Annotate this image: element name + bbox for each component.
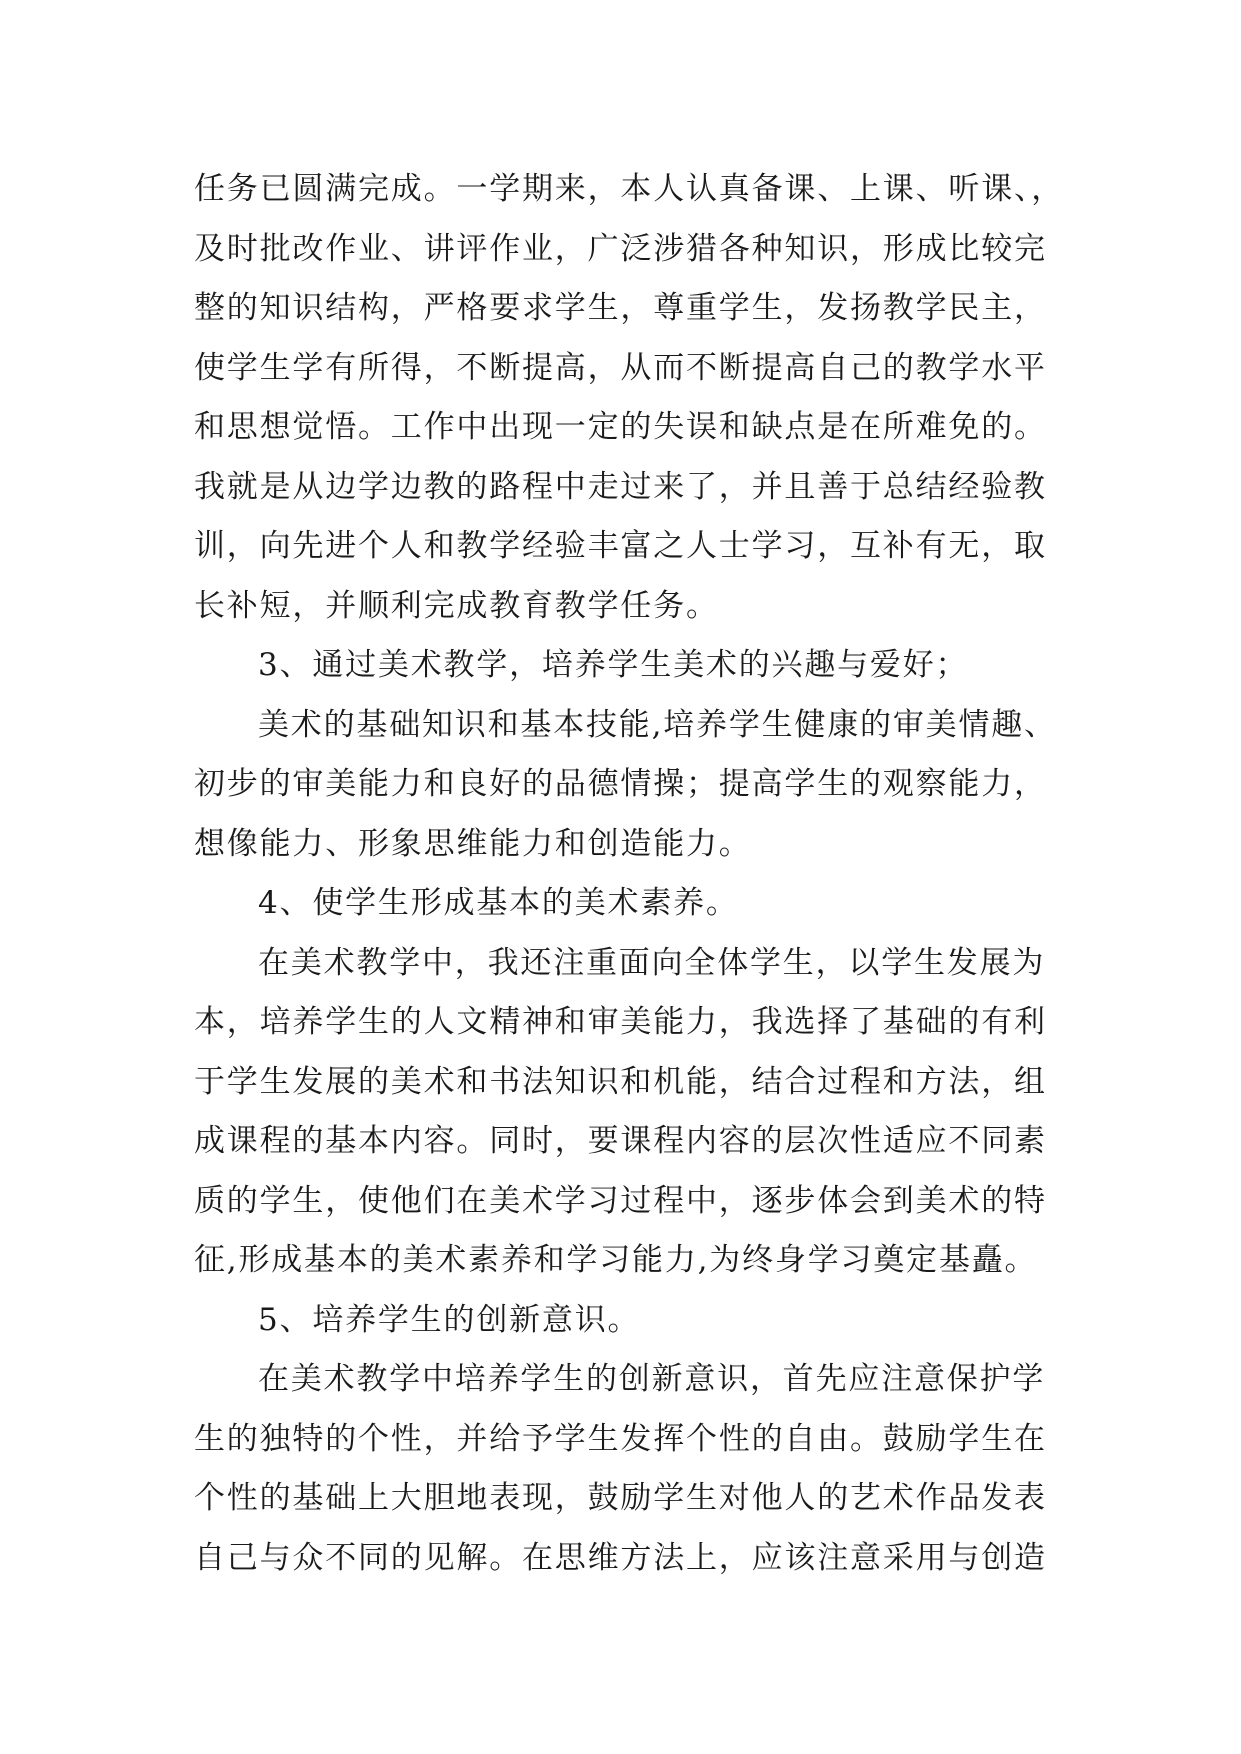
text-line-2: 及时批改作业、讲评作业，广泛涉猎各种知识，形成比较完 [194,230,1047,267]
text-line-10: 美术的基础知识和基本技能,培养学生健康的审美情趣、 [258,706,1057,743]
text-line-6: 我就是从边学边教的路程中走过来了，并且善于总结经验教 [194,468,1047,505]
text-line-18: 质的学生，使他们在美术学习过程中，逐步体会到美术的特 [194,1182,1047,1219]
text-line-16: 于学生发展的美术和书法知识和机能，结合过程和方法，组 [194,1063,1047,1100]
text-line-7: 训，向先进个人和教学经验丰富之人士学习，互补有无，取 [194,528,1047,564]
text-line-23: 个性的基础上大胆地表现，鼓励学生对他人的艺术作品发表 [194,1480,1047,1516]
text-line-15: 本，培养学生的人文精神和审美能力，我选择了基础的有利 [194,1004,1047,1040]
text-line-24: 自己与众不同的见解。在思维方法上，应该注意采用与创造 [194,1539,1047,1576]
text-line-4: 使学生学有所得，不断提高，从而不断提高自己的教学水平 [194,349,1047,386]
text-line-5: 和思想觉悟。工作中出现一定的失误和缺点是在所难免的。 [194,409,1047,445]
body-text [194,160,1064,1588]
text-line-22: 生的独特的个性，并给予学生发挥个性的自由。鼓励学生在 [194,1420,1047,1457]
text-line-3: 整的知识结构，严格要求学生，尊重学生，发扬教学民主， [194,290,1047,326]
list-item-3: 3、通过美术教学，培养学生美术的兴趣与爱好； [258,647,969,683]
list-item-5: 5、培养学生的创新意识。 [258,1301,641,1338]
list-item-4: 4、使学生形成基本的美术素养。 [258,885,739,921]
text-line-17: 成课程的基本内容。同时，要课程内容的层次性适应不同素 [194,1123,1047,1159]
text-line-14: 在美术教学中，我还注重面向全体学生，以学生发展为 [258,944,1046,981]
text-line-8: 长补短，并顺利完成教育教学任务。 [194,587,719,624]
text-line-19: 征,形成基本的美术素养和学习能力,为终身学习奠定基矗。 [194,1242,1038,1278]
text-line-21: 在美术教学中培养学生的创新意识，首先应注意保护学 [258,1361,1046,1397]
text-line-1: 任务已圆满完成。一学期来，本人认真备课、上课、听课、， [194,171,1065,207]
text-line-11: 初步的审美能力和良好的品德情操；提高学生的观察能力， [194,766,1047,802]
text-line-12: 想像能力、形象思维能力和创造能力。 [194,825,752,862]
